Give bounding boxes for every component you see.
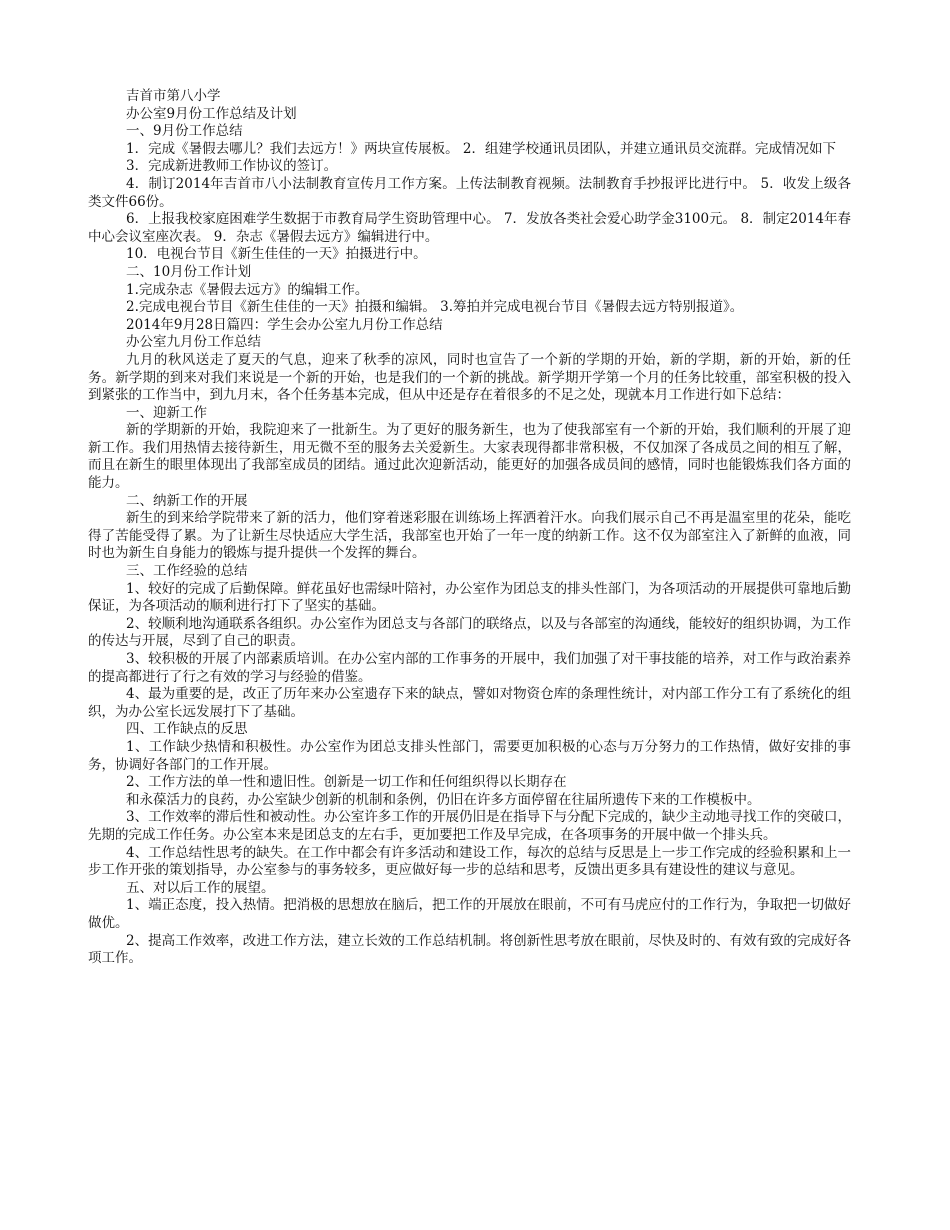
paragraph: 2、工作方法的单一性和遗旧性。创新是一切工作和任何组织得以长期存在 [126, 774, 567, 791]
paragraph: 10．电视台节目《新生佳佳的一天》拍摄进行中。 [126, 246, 427, 263]
paragraph: 1．完成《暑假去哪儿？我们去远方！》两块宣传展板。 2．组建学校通讯员团队，并建立通讯员交流群。完成情况如下 [126, 140, 836, 157]
paragraph: 2、提高工作效率，改进工作方法，建立长效的工作总结机制。将创新性思考放在眼前，尽快及时的、有效有致的完成好各项工作。 [88, 932, 851, 967]
document-body [88, 88, 851, 968]
paragraph: 办公室九月份工作总结 [126, 334, 261, 351]
paragraph: 二、纳新工作的开展 [126, 492, 248, 509]
paragraph: 三、工作经验的总结 [126, 563, 248, 580]
paragraph: 1、工作缺少热情和积极性。办公室作为团总支排头性部门，需要更加积极的心态与万分努力的工作热情，做好安排的事务，协调好各部门的工作开展。 [88, 738, 851, 773]
paragraph: 二、10月份工作计划 [126, 263, 252, 280]
paragraph: 九月的秋风送走了夏天的气息，迎来了秋季的凉风，同时也宣告了一个新的学期的开始，新的学期，新的开始，新的任务。新学期的到来对我们来说是一个新的开始，也是我们的一个新的挑战。新学期开学第一个月的任务比较重，部室积极的投入到紧张的工作当中，到九月末，各个任务基本完成，但从中还是存在着很多的不足之处，现就本月工作进行如下总结： [88, 351, 851, 404]
paragraph: 4、最为重要的是，改正了历年来办公室遗存下来的缺点，譬如对物资仓库的条理性统计，对内部工作分工有了系统化的组织，为办公室长远发展打下了基础。 [88, 686, 851, 720]
paragraph: 3．完成新进教师工作协议的签订。 [126, 158, 338, 175]
paragraph: 四、工作缺点的反思 [126, 721, 248, 738]
paragraph: 2、较顺利地沟通联系各组织。办公室作为团总支与各部门的联络点，以及与各部室的沟通线，能较好的组织协调，为工作的传达与开展，尽到了自己的职责。 [88, 615, 851, 650]
paragraph: 和永葆活力的良药，办公室缺少创新的机制和条例，仍旧在许多方面停留在往届所遗传下来的工作模板中。 [126, 791, 761, 808]
paragraph: 2.完成电视台节目《新生佳佳的一天》拍摄和编辑。 3.筹拍并完成电视台节目《暑假去远方特别报道》。 [126, 299, 744, 316]
paragraph: 1.完成杂志《暑假去远方》的编辑工作。 [126, 281, 369, 298]
paragraph: 4．制订2014年吉首市八小法制教育宣传月工作方案。上传法制教育视频。法制教育手抄报评比进行中。 5．收发上级各类文件66份。 [88, 175, 851, 210]
paragraph: 一、9月份工作总结 [126, 123, 243, 140]
paragraph: 1、端正态度，投入热情。把消极的思想放在脑后，把工作的开展放在眼前，不可有马虎应付的工作行为，争取把一切做好做优。 [88, 897, 851, 931]
paragraph: 3、工作效率的滞后性和被动性。办公室许多工作的开展仍旧是在指导下与分配下完成的，缺少主动地寻找工作的突破口，先期的完成工作任务。办公室本来是团总支的左右手，更加要把工作及早完成，在各项事务的开展中做一个排头兵。 [88, 809, 851, 843]
paragraph: 新的学期新的开始，我院迎来了一批新生。为了更好的服务新生，也为了使我部室有一个新的开始，我们顺利的开展了迎新工作。我们用热情去接待新生，用无微不至的服务去关爱新生。大家表现得都非常积极，不仅加深了各成员之间的相互了解，而且在新生的眼里体现出了我部室成员的团结。通过此次迎新活动，能更好的加强各成员间的感情，同时也能锻炼我们各方面的能力。 [88, 422, 851, 492]
paragraph: 4、工作总结性思考的缺失。在工作中都会有许多活动和建设工作，每次的总结与反思是上一步工作完成的经验积累和上一步工作开张的策划指导，办公室参与的事务较多，更应做好每一步的总结和思考，反馈出更多具有建设性的建议与意见。 [88, 844, 851, 879]
paragraph: 1、较好的完成了后勤保障。鲜花虽好也需绿叶陪衬，办公室作为团总支的排头性部门，为各项活动的开展提供可靠地后勤保证，为各项活动的顺利进行打下了坚实的基础。 [88, 580, 851, 615]
paragraph: 3、较积极的开展了内部素质培训。在办公室内部的工作事务的开展中，我们加强了对干事技能的培养，对工作与政治素养的提高都进行了行之有效的学习与经验的借鉴。 [88, 651, 851, 685]
paragraph: 新生的到来给学院带来了新的活力，他们穿着迷彩服在训练场上挥洒着汗水。向我们展示自己不再是温室里的花朵，能吃得了苦能受得了累。为了让新生尽快适应大学生活，我部室也开始了一年一度的纳新工作。这不仅为部室注入了新鲜的血液，同时也为新生自身能力的锻炼与提升提供一个发挥的舞台。 [88, 510, 851, 562]
paragraph: 一、迎新工作 [126, 404, 207, 421]
paragraph: 6．上报我校家庭困难学生数据于市教育局学生资助管理中心。 7．发放各类社会爱心助学金3100元。 8．制定2014年春中心会议室座次表。 9．杂志《暑假去远方》编辑进行中。 [88, 211, 851, 245]
paragraph: 五、对以后工作的展望。 [126, 879, 275, 896]
paragraph: 2014年9月28日篇四：学生会办公室九月份工作总结 [126, 316, 443, 333]
paragraph: 吉首市第八小学 [126, 88, 221, 104]
paragraph: 办公室9月份工作总结及计划 [126, 105, 297, 122]
